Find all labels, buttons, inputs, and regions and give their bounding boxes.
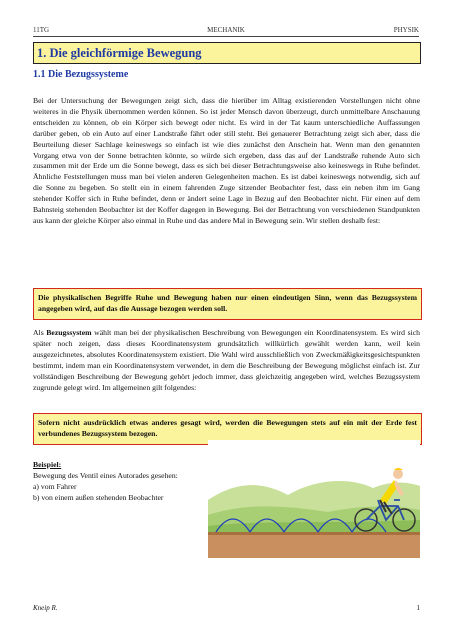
- example-heading: Beispiel:: [33, 460, 62, 469]
- example-item-a: a) vom Fahrer: [33, 481, 77, 491]
- definition-box-rest-motion: Die physikalischen Begriffe Ruhe und Bewegung haben nur einen eindeutigen Sinn, wenn das Bezugssystem angegeben wird, auf das die Aussage bezogen werden soll.: [33, 288, 422, 320]
- term-bezugssystem: Bezugssystem: [46, 328, 92, 337]
- intro-paragraph: Bei der Untersuchung der Bewegungen zeigt sich, dass die hierüber im Alltag existierenden Vorstellungen nicht ohne weiteres in die Physik übernommen werden können. So ist jeder Mensch davon überzeugt, durch unmittelbare Anschauung entscheiden zu können, ob ein Körper sich bewegt oder nicht. Es wird in der Tat kaum unterschiedliche Auffassungen darüber geben, ob ein Auto auf einer Landstraße fährt oder still steht. Bei genauerer Betrachtung zeigt sich aber, dass die Beurteilung dieser Sachlage keineswegs so einfach ist wie dies zunächst den Anschein hat. Wenn man den genannten Vorgang etwa von der Sonne betrachten könnte, so würde sich ergeben, dass das auf der Landstraße ruhende Auto sich zusammen mit der Erde um die Sonne bewegt, dass es sich bei dieser Betrachtungsweise also keineswegs in Ruhe befindet. Ähnliche Feststellungen muss man bei vielen anderen Gelegenheiten machen. Es ist dabei keineswegs notwendig, sich auf die Sonne zu begeben. So stellt ein in einem fahrenden Zuge sitzender Beobachter fest, dass ein neben ihm im Gang stehender Koffer sich in Ruhe befindet, denn er ändert seine Lage in Bezug auf den Beobachter nicht. Für einen auf dem Bahnsteig stehenden Beobachter ist der Koffer dagegen in Bewegung. Bei der Betrachtung von verschiedenen Standpunkten aus kann der gleiche Körper also einmal in Ruhe und das andere Mal in Bewegung sein. Wir stellen deshalb fest:: [33, 96, 420, 225]
- chapter-title: 1. Die gleichförmige Bewegung: [33, 42, 421, 64]
- paragraph-body: wählt man bei der physikalischen Beschreibung von Bewegungen ein Koordinatensystem. Es wird sich später noch zeigen, dass dieses Koordinatensystem grundsätzlich willkürlich gewählt werden kann, weil kein ausgezeichnetes, absolutes Koordinatensystem existiert. Die Wahl wird ausschließlich von Zweckmäßigkeitsgesichtspunkten bestimmt, indem man ein Koordinatensystem verwendet, in dem die Beschreibung der Bewegung möglichst einfach ist. Zur vollständigen Beschreibung der Bewegung gehört jedoch immer, dass gleichzeitig angegeben wird, welches Bezugssystem zugrunde gelegt wird. Im allgemeinen gilt folgendes:: [33, 328, 420, 392]
- footer-author: Kneip R.: [33, 604, 58, 612]
- header-course: 11TG: [33, 26, 50, 34]
- paragraph-prefix: Als: [33, 328, 47, 337]
- section-title: 1.1 Die Bezugssysteme: [33, 69, 129, 80]
- page-header: [33, 25, 419, 37]
- cyclist-landscape-image: [208, 440, 420, 558]
- example-block: [33, 460, 205, 504]
- reference-system-paragraph: [33, 328, 420, 393]
- example-item-b: b) von einem außen stehenden Beobachter: [33, 492, 164, 502]
- page-number: 1: [416, 604, 420, 612]
- example-description: Bewegung des Ventil eines Autorades gesehen:: [33, 470, 178, 480]
- header-subject: PHYSIK: [393, 26, 419, 34]
- definition-box-earth-frame: Sofern nicht ausdrücklich etwas anderes gesagt wird, werden die Bewegungen stets auf ein mit der Erde fest verbundenes Bezugssystem bezogen.: [33, 413, 422, 445]
- page-footer: [33, 604, 420, 616]
- header-topic: MECHANIK: [207, 26, 245, 34]
